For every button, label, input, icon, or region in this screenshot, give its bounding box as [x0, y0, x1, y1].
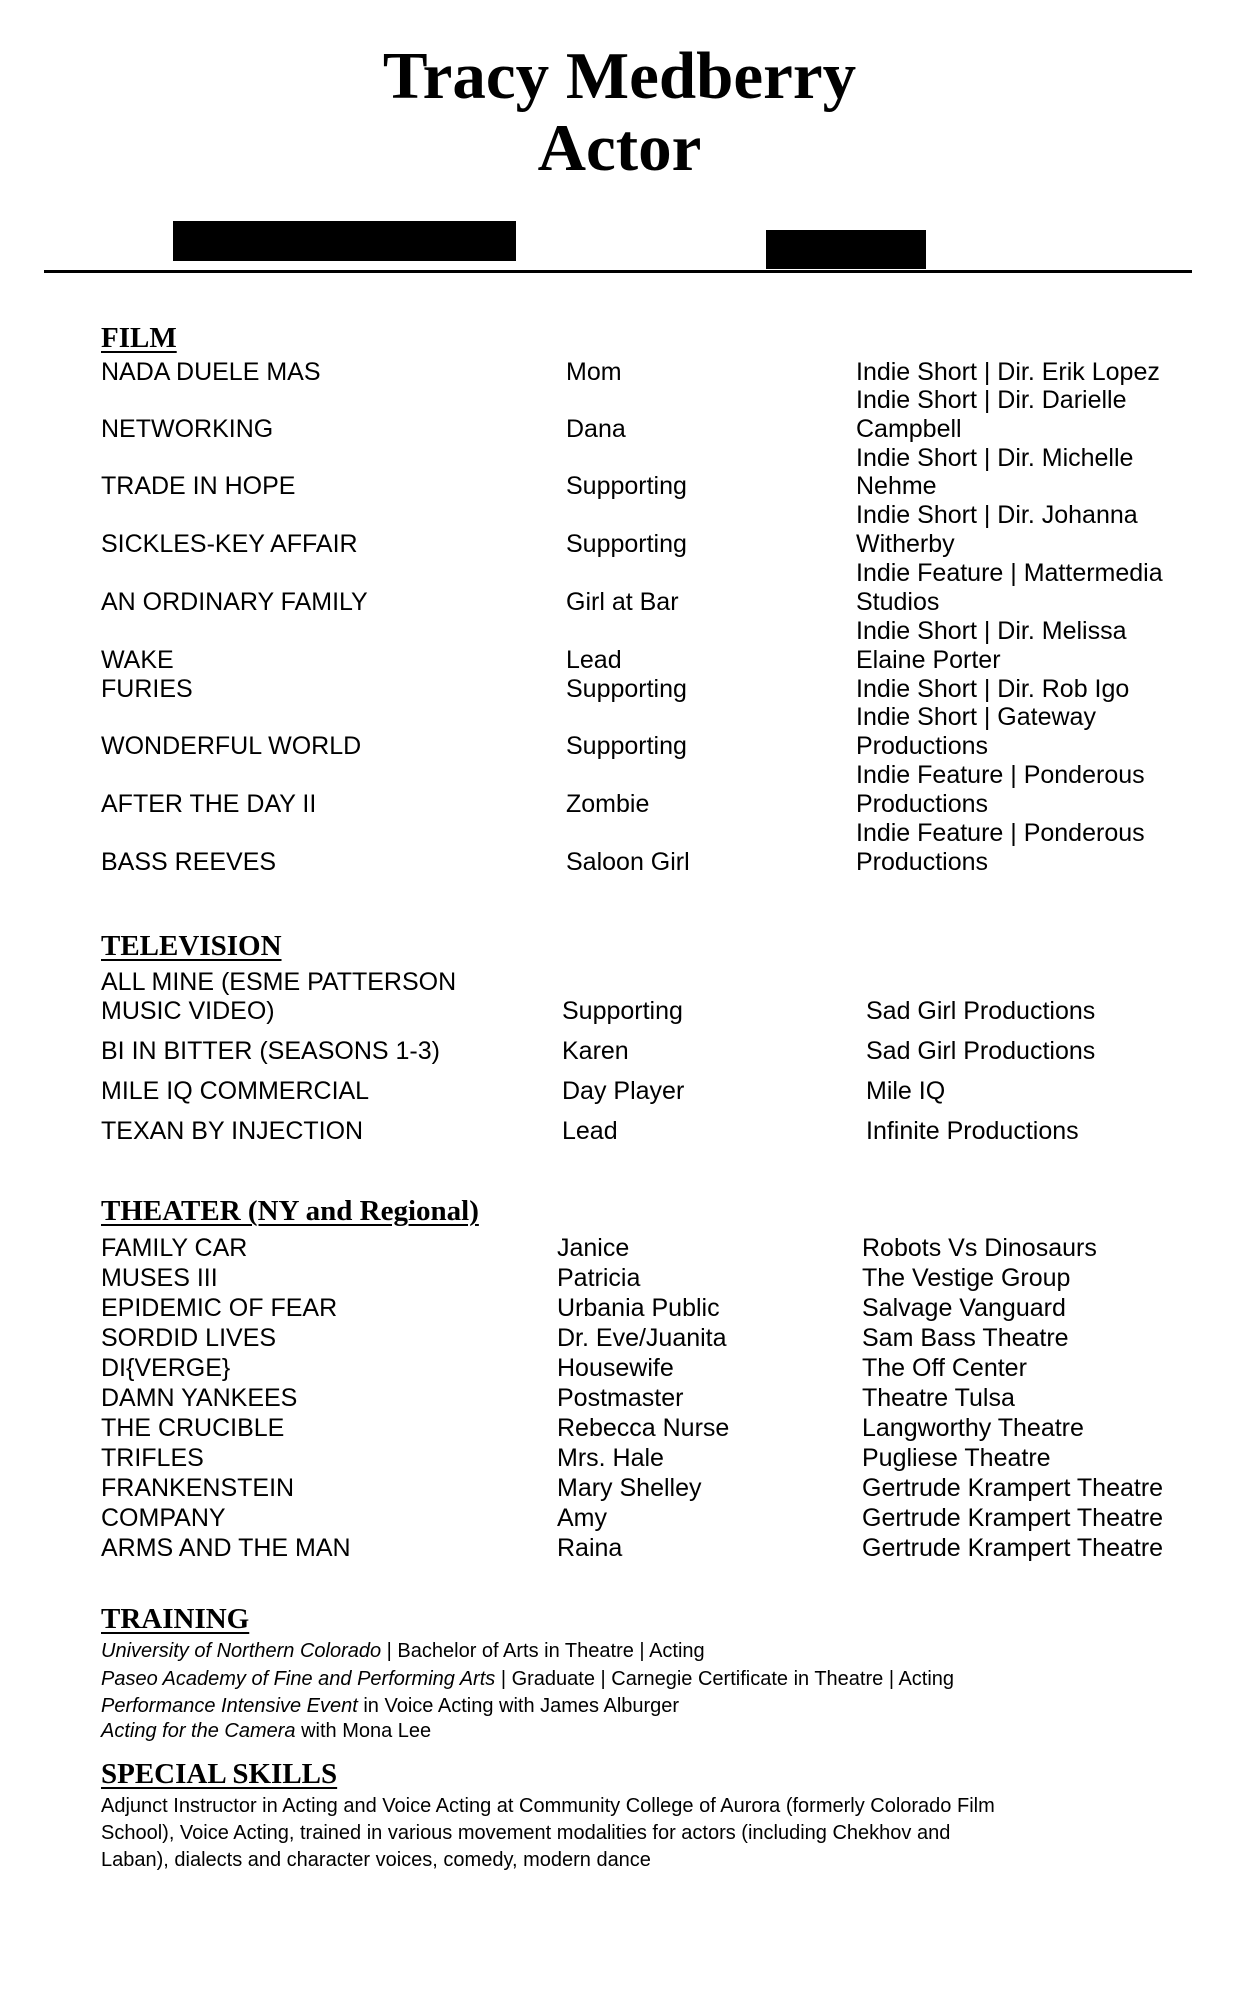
theater-role: Dr. Eve/Juanita [557, 1324, 727, 1352]
theater-title: DI{VERGE} [101, 1354, 231, 1382]
film-production: Studios [856, 588, 940, 616]
film-title: NADA DUELE MAS [101, 358, 321, 386]
film-title: FURIES [101, 675, 193, 703]
theater-role: Urbania Public [557, 1294, 720, 1322]
film-production: Productions [856, 732, 989, 760]
television-title: ALL MINE (ESME PATTERSON [101, 968, 457, 996]
theater-title: TRIFLES [101, 1444, 204, 1472]
theater-title: THE CRUCIBLE [101, 1414, 285, 1442]
film-production: Indie Short | Dir. Darielle [856, 386, 1127, 414]
television-title: MILE IQ COMMERCIAL [101, 1077, 370, 1105]
film-role: Lead [566, 646, 622, 674]
film-title: WONDERFUL WORLD [101, 732, 362, 760]
training-entry [101, 1638, 705, 1665]
theater-company: Sam Bass Theatre [862, 1324, 1069, 1352]
film-role: Saloon Girl [566, 848, 690, 876]
theater-company: Langworthy Theatre [862, 1414, 1084, 1442]
film-title: AFTER THE DAY II [101, 790, 317, 818]
television-title: MUSIC VIDEO) [101, 997, 275, 1025]
film-role: Dana [566, 415, 626, 443]
redacted-contact-left [173, 221, 516, 261]
theater-company: Salvage Vanguard [862, 1294, 1066, 1322]
film-title: TRADE IN HOPE [101, 472, 296, 500]
section-heading-film: FILM [101, 322, 177, 354]
film-role: Supporting [566, 472, 687, 500]
training-detail: in Voice Acting with James Alburger [357, 1695, 680, 1717]
theater-title: DAMN YANKEES [101, 1384, 298, 1412]
theater-company: Gertrude Krampert Theatre [862, 1534, 1164, 1562]
film-title: SICKLES-KEY AFFAIR [101, 530, 358, 558]
training-detail: | Graduate | Carnegie Certificate in Theatre | Acting [495, 1668, 955, 1690]
theater-role: Rebecca Nurse [557, 1414, 730, 1442]
theater-role: Raina [557, 1534, 623, 1562]
film-role: Girl at Bar [566, 588, 679, 616]
television-role: Lead [562, 1117, 618, 1145]
television-production: Sad Girl Productions [866, 997, 1096, 1025]
section-heading-television: TELEVISION [101, 930, 282, 962]
film-production: Indie Short | Dir. Johanna [856, 501, 1138, 529]
section-heading-theater: THEATER (NY and Regional) [101, 1195, 479, 1227]
special-skills-text: Adjunct Instructor in Acting and Voice Acting at Community College of Aurora (formerly Colorado Film School), Voice Acting, trained in various movement modalities for actors (including Chekhov and Laban), dialects and character voices, comedy, modern dance [101, 1795, 995, 1871]
television-role: Supporting [562, 997, 683, 1025]
theater-title: ARMS AND THE MAN [101, 1534, 351, 1562]
film-production: Indie Short | Gateway [856, 703, 1096, 731]
header-divider [44, 270, 1192, 273]
theater-role: Mrs. Hale [557, 1444, 664, 1472]
training-program: Acting for the Camera [101, 1720, 296, 1742]
training-entry [101, 1718, 431, 1745]
television-role: Day Player [562, 1077, 685, 1105]
training-program: Performance Intensive Event [101, 1695, 358, 1717]
theater-role: Postmaster [557, 1384, 684, 1412]
actor-title: Actor [537, 111, 702, 185]
film-title: WAKE [101, 646, 174, 674]
television-production: Mile IQ [866, 1077, 946, 1105]
television-production: Infinite Productions [866, 1117, 1079, 1145]
theater-title: FRANKENSTEIN [101, 1474, 295, 1502]
theater-title: EPIDEMIC OF FEAR [101, 1294, 338, 1322]
film-production: Nehme [856, 472, 937, 500]
section-heading-special-skills: SPECIAL SKILLS [101, 1758, 338, 1790]
film-production: Witherby [856, 530, 955, 558]
film-production: Indie Feature | Mattermedia [856, 559, 1163, 587]
theater-company: Gertrude Krampert Theatre [862, 1474, 1164, 1502]
film-title: BASS REEVES [101, 848, 277, 876]
training-detail: | Bachelor of Arts in Theatre | Acting [381, 1640, 705, 1662]
theater-title: SORDID LIVES [101, 1324, 277, 1352]
film-role: Zombie [566, 790, 650, 818]
training-detail: with Mona Lee [295, 1720, 432, 1742]
theater-company: Pugliese Theatre [862, 1444, 1051, 1472]
film-title: NETWORKING [101, 415, 274, 443]
training-program: University of Northern Colorado [101, 1640, 382, 1662]
theater-role: Amy [557, 1504, 607, 1532]
film-title: AN ORDINARY FAMILY [101, 588, 368, 616]
training-program: Paseo Academy of Fine and Performing Arts [101, 1668, 496, 1690]
actor-name: Tracy Medberry [382, 39, 857, 113]
film-production: Indie Short | Dir. Rob Igo [856, 675, 1130, 703]
theater-role: Janice [557, 1234, 630, 1262]
film-production: Productions [856, 790, 989, 818]
theater-title: COMPANY [101, 1504, 226, 1532]
theater-company: Theatre Tulsa [862, 1384, 1015, 1412]
theater-company: Robots Vs Dinosaurs [862, 1234, 1097, 1262]
redacted-contact-right [766, 230, 926, 269]
theater-title: FAMILY CAR [101, 1234, 248, 1262]
film-production: Indie Feature | Ponderous [856, 761, 1145, 789]
film-production: Elaine Porter [856, 646, 1001, 674]
theater-company: The Vestige Group [862, 1264, 1071, 1292]
television-production: Sad Girl Productions [866, 1037, 1096, 1065]
film-role: Supporting [566, 675, 687, 703]
training-entry [101, 1693, 679, 1720]
film-production: Indie Short | Dir. Erik Lopez [856, 358, 1160, 386]
theater-role: Patricia [557, 1264, 641, 1292]
theater-company: Gertrude Krampert Theatre [862, 1504, 1164, 1532]
television-title: TEXAN BY INJECTION [101, 1117, 364, 1145]
theater-role: Housewife [557, 1354, 674, 1382]
training-entry [101, 1666, 954, 1693]
television-role: Karen [562, 1037, 629, 1065]
section-heading-training: TRAINING [101, 1603, 250, 1635]
film-production: Campbell [856, 415, 962, 443]
television-title: BI IN BITTER (SEASONS 1-3) [101, 1037, 440, 1065]
film-role: Supporting [566, 732, 687, 760]
theater-company: The Off Center [862, 1354, 1027, 1382]
theater-role: Mary Shelley [557, 1474, 702, 1502]
film-production: Indie Short | Dir. Michelle [856, 444, 1134, 472]
film-production: Productions [856, 848, 989, 876]
film-production: Indie Feature | Ponderous [856, 819, 1145, 847]
theater-title: MUSES III [101, 1264, 218, 1292]
film-role: Mom [566, 358, 622, 386]
film-production: Indie Short | Dir. Melissa [856, 617, 1127, 645]
film-role: Supporting [566, 530, 687, 558]
